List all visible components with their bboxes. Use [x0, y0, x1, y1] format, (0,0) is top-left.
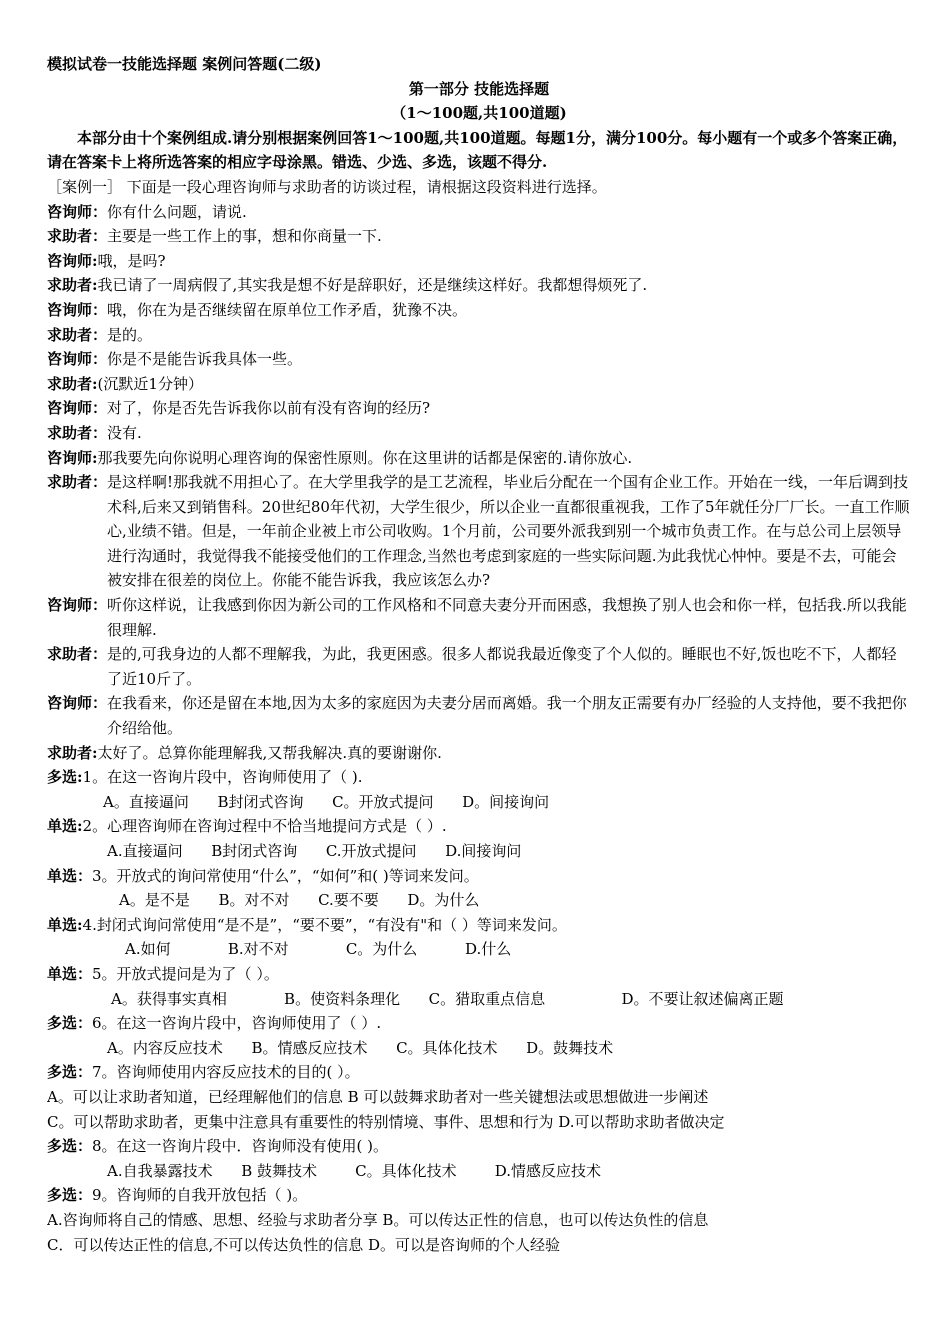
utterance: 主要是一些工作上的事，想和你商量一下.: [107, 227, 382, 246]
utterance: 在我看来，你还是留在本地,因为太多的家庭因为夫妻分居而离婚。我一个朋友正需要有办厂经验的人支持他，要不我把你介绍给他。: [107, 694, 907, 738]
speaker: 求助者:: [47, 743, 98, 762]
question-options: A。直接逼问 B封闭式咨询 C。开放式提问 D。间接询问: [103, 792, 550, 811]
dialogue-line: [47, 593, 911, 642]
utterance: 是这样啊!那我就不用担心了。在大学里我学的是工艺流程，毕业后分配在一个国有企业工作。开始在一线，一年后调到技术科,后来又到销售科。20世纪80年代初，大学生很少，所以企业一直都很重视我，工作了5年就任分厂厂长。一直工作顺心,业绩不错。但是，一年前企业被上市公司收购。1个月前，公司要外派我到别一个城市负责工作。在与总公司上层领导进行沟通时，我觉得我不能接受他们的工作理念,当然也考虑到家庭的一些实际问题.为此我忧心忡忡。要是不去，可能会被安排在很差的岗位上。你能不能告诉我，我应该怎么办?: [107, 473, 910, 590]
utterance: 哦，是吗?: [97, 251, 166, 270]
utterance: 是的。: [107, 325, 153, 344]
question-options: A。是不是 B。对不对 C.要不要 D。为什么: [119, 891, 480, 910]
dialogue-line: [47, 396, 911, 421]
question-stem: [47, 1011, 911, 1036]
utterance: 你有什么问题，请说.: [107, 202, 247, 221]
dialogue-line: [47, 642, 911, 691]
question-stem: [47, 1060, 911, 1085]
utterance: 哦，你在为是否继续留在原单位工作矛盾，犹豫不决。: [107, 300, 468, 319]
speaker: 求助者：: [47, 325, 108, 344]
answer-option-row: C。可以帮助求助者，更集中注意具有重要性的特别情境、事件、思想和行为 D.可以帮助求助者做决定: [47, 1112, 725, 1131]
question-options: A。内容反应技术 B。情感反应技术 C。具体化技术 D。鼓舞技术: [107, 1038, 614, 1057]
utterance: 太好了。总算你能理解我,又帮我解决.真的要谢谢你.: [97, 743, 442, 762]
dialogue-line: [47, 691, 911, 740]
speaker: 求助者：: [47, 473, 108, 492]
part-range: （1～100题,共100道题): [391, 104, 567, 123]
question-text: 3。开放式的询问常使用“什么”，“如何”和( )等词来发问。: [92, 866, 479, 885]
question-type: 多选：: [47, 1014, 93, 1033]
dialogue-line: [47, 200, 911, 225]
dialogue-line: [47, 249, 911, 274]
question-type: 单选：: [47, 866, 93, 885]
question-type: 多选：: [47, 1063, 93, 1082]
questions: [47, 765, 911, 1257]
speaker: 咨询师:: [47, 448, 98, 467]
dialogue-line: [47, 273, 911, 298]
speaker: 咨询师：: [47, 202, 108, 221]
question-stem: [47, 1134, 911, 1159]
question-text: 1。在这一咨询片段中，咨询师使用了（ ).: [82, 768, 363, 787]
dialogue-line: [47, 323, 911, 348]
dialogue-line: [47, 470, 911, 593]
question-type: 单选:: [47, 817, 83, 836]
question-text: 5。开放式提问是为了（ ）。: [92, 964, 279, 983]
answer-option-row: A.咨询师将自己的情感、思想、经验与求助者分享 B。可以传达正性的信息，也可以传达负性的信息: [47, 1210, 709, 1229]
speaker: 咨询师：: [47, 596, 108, 615]
dialogue-line: [47, 421, 911, 446]
question-type: 单选:: [47, 915, 83, 934]
case-description: 下面是一段心理咨询师与求助者的访谈过程，请根据这段资料进行选择。: [122, 177, 607, 196]
question-stem: [47, 962, 911, 987]
part-title: 第一部分 技能选择题: [408, 79, 550, 98]
utterance: 我已请了一周病假了,其实我是想不好是辞职好，还是继续这样好。我都想得烦死了.: [97, 276, 648, 295]
question-options: A。获得事实真相 B。使资料条理化 C。猎取重点信息 D。不要让叙述偏离正题: [111, 989, 784, 1008]
speaker: 咨询师：: [47, 399, 108, 418]
question-options: A.如何 B.对不对 C。为什么 D.什么: [125, 940, 512, 959]
speaker: 咨询师：: [47, 300, 108, 319]
answer-option-row: C．可以传达正性的信息,不可以传达负性的信息 D。可以是咨询师的个人经验: [47, 1235, 561, 1254]
question-type: 多选：: [47, 1186, 93, 1205]
speaker: 求助者：: [47, 227, 108, 246]
speaker: 求助者：: [47, 423, 108, 442]
dialogue: [47, 200, 911, 766]
dialogue-line: [47, 741, 911, 766]
speaker: 咨询师：: [47, 350, 108, 369]
utterance: 是的,可我身边的人都不理解我，为此，我更困惑。很多人都说我最近像变了个人似的。睡眠也不好,饭也吃不下，人都轻了近10斤了。: [107, 645, 897, 688]
question-text: 2。心理咨询师在咨询过程中不恰当地提问方式是（ ）.: [82, 817, 447, 836]
utterance: 你是不是能告诉我具体一些。: [107, 350, 303, 369]
utterance: 听你这样说，让我感到你因为新公司的工作风格和不同意夫妻分开而困惑，我想换了别人也会和你一样，包括我.所以我能很理解.: [107, 596, 907, 639]
question-text: 9。咨询师的自我开放包括（ )。: [92, 1186, 308, 1205]
question-text: 8。在这一咨询片段中．咨询师没有使用( )。: [92, 1137, 389, 1156]
question-text: 4.封闭式询问常使用“是不是”，“要不要”，“有没有"和（ ）等词来发问。: [82, 915, 567, 934]
question-stem: [47, 913, 911, 938]
case-label: ［案例一］: [47, 177, 123, 196]
dialogue-line: [47, 446, 911, 471]
utterance: 那我要先向你说明心理咨询的保密性原则。你在这里讲的话都是保密的.请你放心.: [97, 448, 633, 467]
question-options: A.自我暴露技术 B 鼓舞技术 C。具体化技术 D.情感反应技术: [107, 1161, 602, 1180]
question-text: 7。咨询师使用内容反应技术的目的( ）。: [92, 1063, 360, 1082]
utterance: (沉默近1分钟）: [97, 374, 203, 393]
dialogue-line: [47, 372, 911, 397]
document-title: 模拟试卷一技能选择题 案例问答题(二级): [47, 55, 322, 73]
speaker: 咨询师：: [47, 694, 108, 713]
question-type: 多选:: [47, 768, 83, 787]
speaker: 求助者:: [47, 374, 98, 393]
question-text: 6。在这一咨询片段中，咨询师使用了（ ）.: [92, 1014, 382, 1033]
utterance: 没有.: [107, 423, 142, 442]
case-header: [47, 175, 911, 200]
answer-option-row: A。可以让求助者知道，已经理解他们的信息 B 可以鼓舞求助者对一些关键想法或思想做进一步阐述: [47, 1087, 709, 1106]
instructions-paragraph: 本部分由十个案例组成.请分别根据案例回答1～100题,共100道题。每题1分，满分100分。每小题有一个或多个答案正确，请在答案卡上将所选答案的相应字母涂黑。错选、少选、多选，该题不得分.: [47, 128, 908, 172]
speaker: 咨询师:: [47, 251, 98, 270]
utterance: 对了，你是否先告诉我你以前有没有咨询的经历?: [107, 399, 431, 418]
speaker: 求助者:: [47, 276, 98, 295]
question-stem: [47, 1183, 911, 1208]
question-options: A.直接逼问 B封闭式咨询 C.开放式提问 D.间接询问: [107, 842, 522, 860]
document-page: [47, 52, 911, 1257]
question-type: 单选：: [47, 964, 93, 983]
dialogue-line: [47, 224, 911, 249]
dialogue-line: [47, 298, 911, 323]
question-stem: [47, 814, 911, 839]
dialogue-line: [47, 347, 911, 372]
question-type: 多选：: [47, 1137, 93, 1156]
question-stem: [47, 864, 911, 889]
speaker: 求助者：: [47, 645, 108, 664]
question-stem: [47, 765, 911, 790]
